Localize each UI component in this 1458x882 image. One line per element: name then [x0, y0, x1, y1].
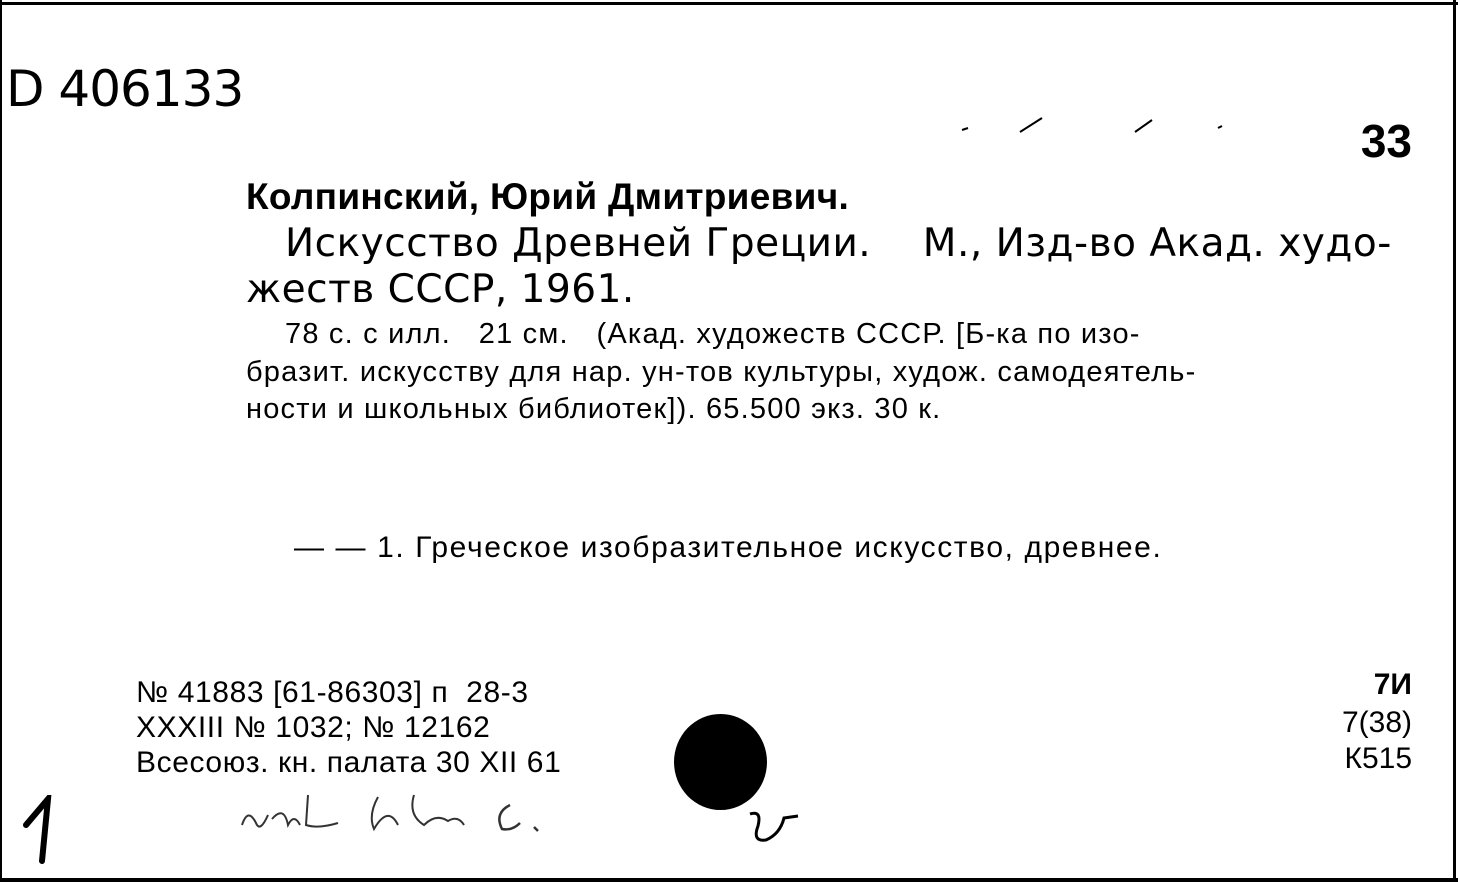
punch-hole	[674, 714, 767, 810]
card-border-right	[1453, 0, 1456, 882]
card-border-bottom	[0, 878, 1458, 882]
title-line-2: жеств СССР, 1961.	[246, 267, 635, 312]
registry-line-3: Всесоюз. кн. палата 30 XII 61	[136, 746, 562, 779]
registry-line-2: XXXIII № 1032; № 12162	[136, 711, 491, 744]
subject-heading: — — 1. Греческое изобразительное искусство, древнее.	[294, 531, 1163, 564]
card-border-top	[0, 2, 1458, 5]
handwritten-signature	[238, 785, 568, 845]
code-line-3: К515	[1344, 742, 1412, 775]
code-line-1: 7И	[1373, 668, 1412, 701]
registry-line-1: № 41883 [61-86303] п 28-3	[136, 676, 529, 709]
title-line-1: Искусство Древней Греции. М., Изд-во Акад. худо-	[285, 221, 1392, 266]
description-line-3: ности и школьных библиотек]). 65.500 экз. 30 к.	[246, 393, 942, 425]
class-number: 33	[1360, 115, 1412, 167]
handwritten-mark-right	[744, 806, 804, 851]
pencil-marks	[960, 110, 1230, 140]
description-line-1: 78 с. с илл. 21 см. (Акад. художеств СССР. [Б-ка по изо-	[285, 318, 1141, 350]
author-heading: Колпинский, Юрий Дмитриевич.	[246, 176, 850, 217]
description-line-2: бразит. искусству для нар. ун-тов культуры, худож. самодеятель-	[246, 356, 1197, 388]
code-line-2: 7(38)	[1341, 706, 1412, 739]
card-border-left	[0, 0, 2, 882]
catalog-number: D 406133	[6, 60, 244, 118]
handwritten-mark-left	[22, 795, 62, 865]
